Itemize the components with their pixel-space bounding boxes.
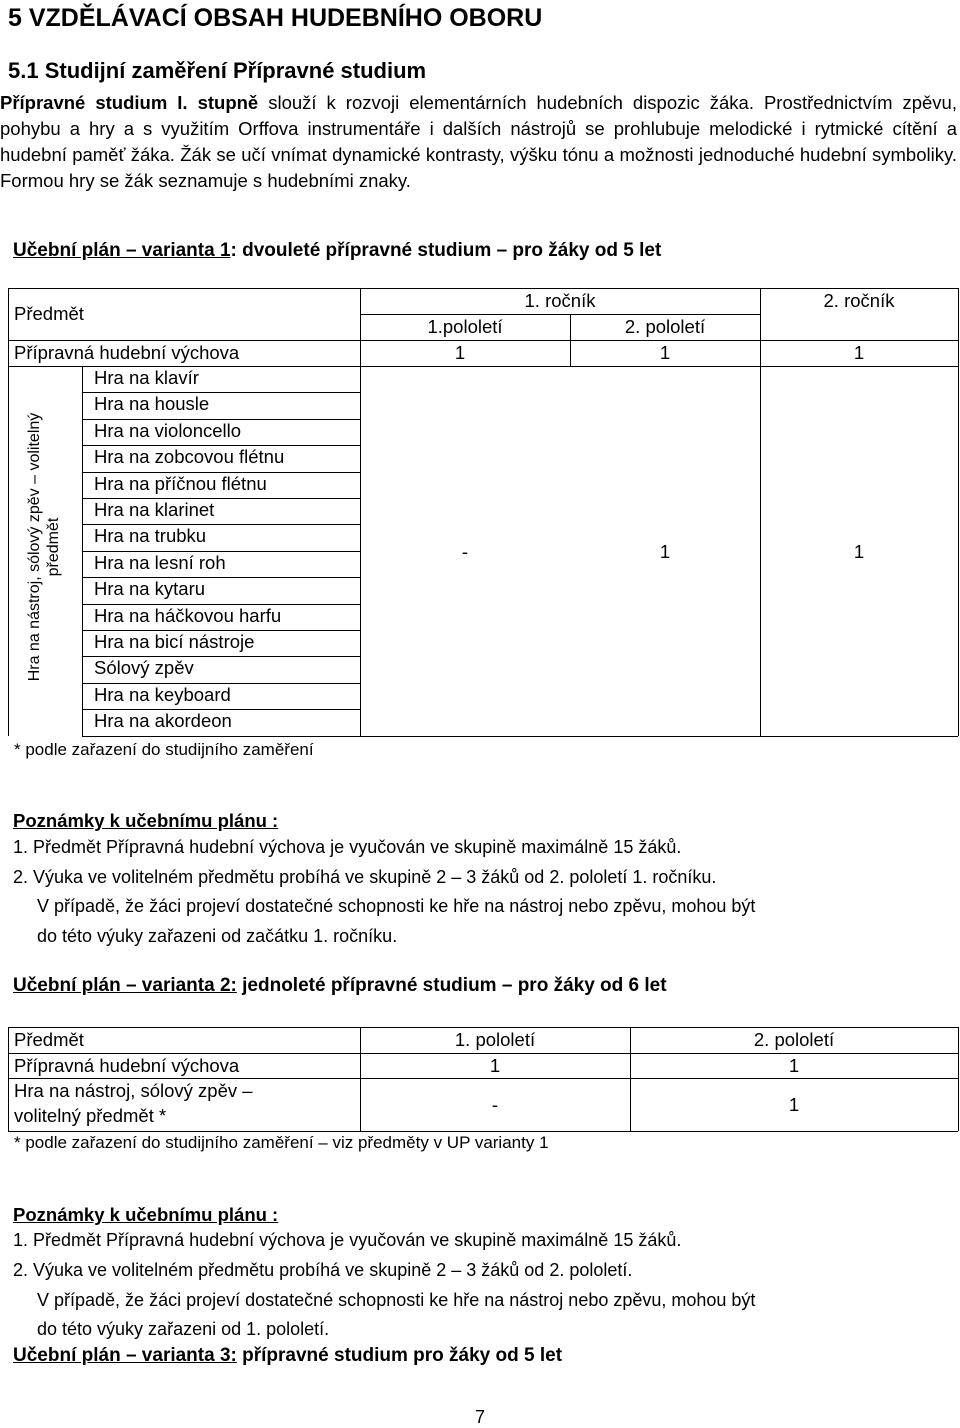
plan2-title-rest: jednoleté přípravné studium – pro žáky od 6 let — [236, 975, 667, 996]
plan2-col-sem2: 2. pololetí — [753, 1029, 835, 1050]
plan2-col-subject: Předmět — [14, 1029, 84, 1050]
plan1-row1-label: Přípravná hudební výchova — [14, 342, 240, 363]
table-rule — [82, 366, 83, 736]
page-heading: 5 VZDĚLÁVACÍ OBSAH HUDEBNÍHO OBORU — [8, 4, 543, 32]
table-rule — [360, 736, 958, 737]
table-rule — [82, 736, 360, 737]
plan2-row2-label-2: volitelný předmět * — [14, 1105, 167, 1126]
plan2-title-underlined: Učební plán – varianta 2: — [13, 975, 237, 996]
plan1-row2-year2: 1 — [853, 541, 865, 562]
table-rule — [958, 288, 959, 736]
instrument-item: Hra na kytaru — [94, 578, 206, 600]
section-heading: 5.1 Studijní zaměření Přípravné studium — [8, 58, 427, 83]
plan1-row1-sem1: 1 — [454, 342, 466, 363]
plan1-title-rest: : dvouleté přípravné studium – pro žáky od 5 let — [230, 240, 662, 261]
intro-text: slouží k rozvoji elementárních hudebních dispozic žáka. Prostřednictvím zpěvu, pohybu a hry a s využitím Orffova instrumentáře i dalších nástrojů se prohlubuje melodické i rytmické cítění a hudební paměť žáka. Žák se učí vnímat dynamické kontrasty, výšku tónu a možnosti jednoduché hudební symboliky. Formou hry se žák seznamuje s hudebními znaky. — [0, 92, 957, 191]
plan2-row2-sem1: - — [491, 1094, 499, 1115]
plan1-title-underlined: Učební plán – varianta 1 — [13, 240, 231, 261]
table-rule — [8, 1027, 9, 1131]
instrument-item: Hra na háčkovou harfu — [94, 604, 282, 626]
plan3-title-rest: přípravné studium pro žáky od 5 let — [236, 1345, 563, 1366]
table-rule — [8, 1053, 958, 1054]
plan1-col-sem1: 1.pololetí — [427, 316, 503, 337]
plan2-row1-sem2: 1 — [788, 1055, 800, 1076]
instrument-item: Hra na housle — [94, 393, 210, 415]
instrument-item: Hra na bicí nástroje — [94, 631, 255, 652]
plan3-title-underlined: Učební plán – varianta 3: — [13, 1345, 237, 1366]
notes1-item-1: 1. Předmět Přípravná hudební výchova je vyučován ve skupině maximálně 15 žáků. — [13, 837, 682, 857]
instrument-item: Hra na klavír — [94, 367, 199, 388]
plan1-col-year2: 2. ročník — [823, 290, 895, 311]
plan2-row1-label: Přípravná hudební výchova — [14, 1055, 240, 1076]
plan1-vertical-label-2: předmět — [45, 517, 62, 577]
plan3-title — [13, 1345, 562, 1367]
page-number: 7 — [475, 1407, 486, 1427]
instrument-item: Hra na zobcovou flétnu — [94, 446, 285, 468]
plan1-vertical-label: Hra na nástroj, sólový zpěv – volitelný — [26, 412, 43, 682]
plan2-row1-sem1: 1 — [489, 1055, 501, 1076]
instrument-item: Hra na klarinet — [94, 499, 215, 520]
plan1-row2-sem2: 1 — [659, 541, 671, 562]
instrument-item: Sólový zpěv — [94, 657, 194, 679]
intro-bold: Přípravné studium I. stupně — [0, 92, 259, 113]
table-rule — [8, 340, 958, 341]
instrument-item: Hra na akordeon — [94, 710, 232, 732]
plan2-title — [13, 975, 667, 997]
notes2-item-4: do této výuky zařazeni od 1. pololetí. — [37, 1319, 330, 1339]
plan2-footnote: * podle zařazení do studijního zaměření – viz předměty v UP varianty 1 — [14, 1133, 549, 1152]
table-rule — [958, 1027, 959, 1131]
plan1-row2-sem1: - — [461, 541, 469, 562]
instrument-item: Hra na trubku — [94, 525, 207, 547]
table-rule — [360, 314, 760, 315]
plan1-col-year1: 1. ročník — [524, 290, 596, 311]
plan1-row1-sem2: 1 — [659, 342, 671, 363]
table-rule — [8, 288, 9, 736]
plan2-col-sem1: 1. pololetí — [454, 1029, 536, 1050]
notes1-item-2: 2. Výuka ve volitelném předmětu probíhá ve skupině 2 – 3 žáků od 2. pololetí 1. ročníku. — [13, 867, 717, 887]
plan2-row2-sem2: 1 — [788, 1094, 800, 1115]
instrument-item: Hra na příčnou flétnu — [94, 472, 267, 494]
notes2-title: Poznámky k učebnímu plánu : — [13, 1204, 279, 1225]
table-rule — [8, 1131, 958, 1132]
instrument-item: Hra na keyboard — [94, 683, 231, 705]
plan1-footnote: * podle zařazení do studijního zaměření — [14, 740, 314, 759]
plan1-col-subject: Předmět — [14, 303, 84, 324]
plan1-col-sem2: 2. pololetí — [624, 316, 706, 337]
notes1-item-4: do této výuky zařazeni od začátku 1. ročníku. — [37, 926, 398, 946]
plan1-title — [13, 240, 661, 262]
notes2-item-3: V případě, že žáci projeví dostatečné schopnosti ke hře na nástroj nebo zpěvu, mohou být — [37, 1290, 756, 1310]
notes1-item-3: V případě, že žáci projeví dostatečné schopnosti ke hře na nástroj nebo zpěvu, mohou být — [37, 896, 756, 916]
notes1-title: Poznámky k učebnímu plánu : — [13, 810, 279, 831]
table-rule — [8, 1027, 958, 1028]
notes2-item-1: 1. Předmět Přípravná hudební výchova je vyučován ve skupině maximálně 15 žáků. — [13, 1230, 682, 1250]
instrument-item: Hra na violoncello — [94, 419, 242, 441]
plan2-row2-label-1: Hra na nástroj, sólový zpěv – — [14, 1080, 253, 1101]
table-rule — [8, 1078, 958, 1079]
notes2-item-2: 2. Výuka ve volitelném předmětu probíhá ve skupině 2 – 3 žáků od 2. pololetí. — [13, 1260, 633, 1280]
instrument-item: Hra na lesní roh — [94, 551, 226, 573]
table-rule — [8, 288, 958, 289]
intro-paragraph — [0, 90, 957, 194]
plan1-row1-year2: 1 — [853, 342, 865, 363]
